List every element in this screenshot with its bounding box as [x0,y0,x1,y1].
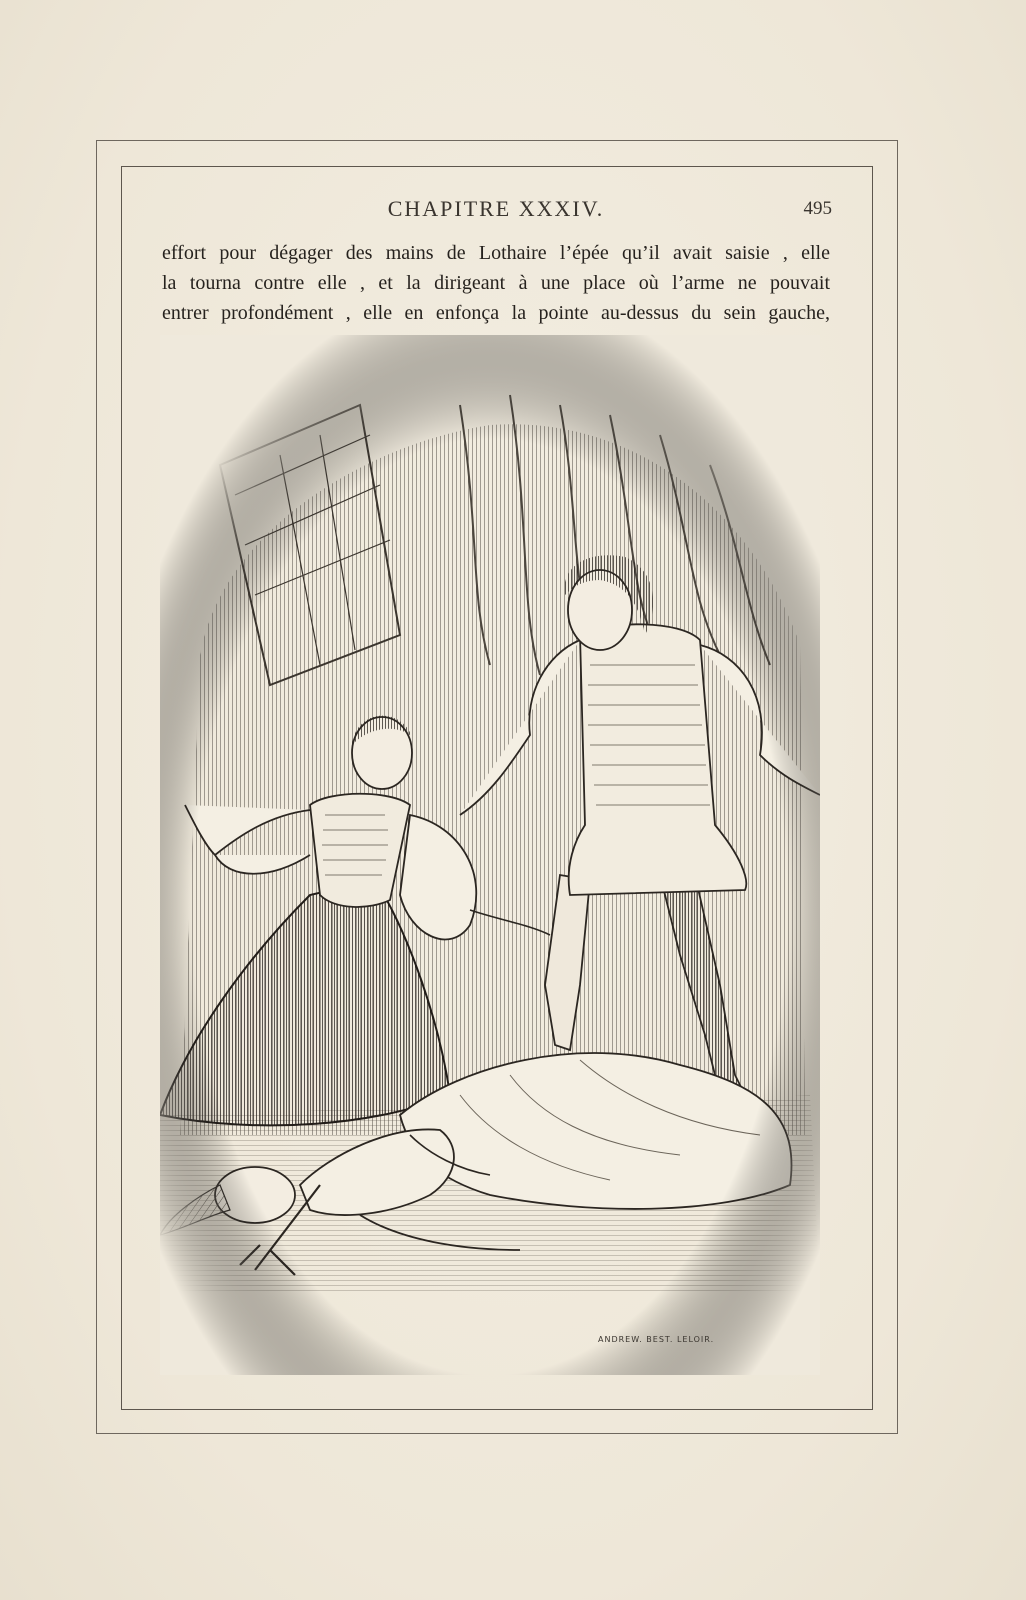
engraving-drawing [160,335,820,1375]
body-text-line: la tourna contre elle , et la dirigeant à une place où l’arme ne pouvait [162,272,830,294]
engraver-signature: ANDREW. BEST. LELOIR. [598,1335,715,1344]
body-text [162,238,830,328]
chapter-title: CHAPITRE XXXIV. [387,196,605,221]
page-number: 495 [803,198,832,219]
running-head [160,196,832,230]
body-text-line: effort pour dégager des mains de Lothaire l’épée qu’il avait saisie , elle [162,242,830,264]
body-text-line: entrer profondément , elle en enfonça la pointe au-dessus du sein gauche, [162,302,830,324]
engraving-illustration [160,335,820,1375]
